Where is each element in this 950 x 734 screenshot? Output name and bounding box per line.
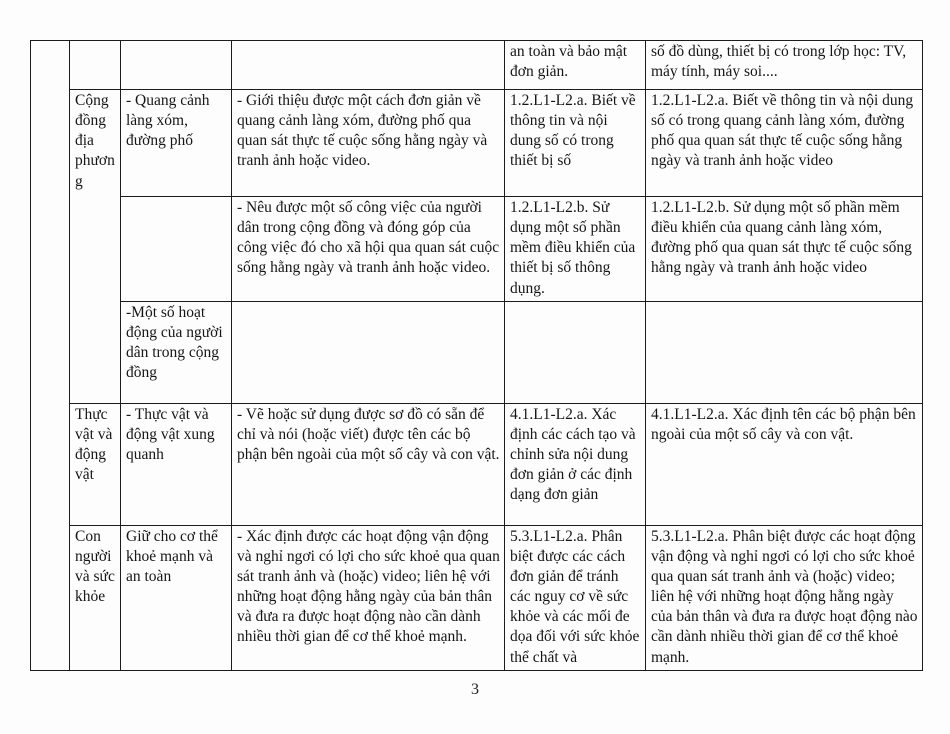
- cell-competency-detail: 4.1.L1-L2.a. Xác định tên các bộ phận bên ngoài của một số cây và con vật.: [646, 403, 923, 525]
- curriculum-table: [30, 40, 923, 671]
- cell-competency-code: 5.3.L1-L2.a. Phân biệt được các cách đơn giản để tránh các nguy cơ về sức khỏe và các mối đe dọa đối với sức khỏe thể chất và: [505, 525, 646, 670]
- cell-description-empty: [232, 41, 505, 90]
- table-row: [31, 41, 923, 90]
- cell-topic-empty: [70, 41, 121, 90]
- cell-competency-code-empty: [505, 301, 646, 403]
- table-row: [31, 301, 923, 403]
- table-row: [31, 197, 923, 302]
- cell-description: - Nêu được một số công việc của người dân trong cộng đồng và đóng góp của công việc đó cho xã hội qua quan sát cuộc sống hằng ngày và tranh ảnh hoặc video.: [232, 197, 505, 302]
- cell-description-empty: [232, 301, 505, 403]
- cell-competency-code: 4.1.L1-L2.a. Xác định các cách tạo và chỉnh sửa nội dung đơn giản ở các định dạng đơn giản: [505, 403, 646, 525]
- cell-topic: Con người và sức khỏe: [70, 525, 121, 670]
- table-row: [31, 90, 923, 197]
- cell-subtopic: Giữ cho cơ thể khoẻ mạnh và an toàn: [121, 525, 232, 670]
- cell-competency-detail: số đồ dùng, thiết bị có trong lớp học: TV, máy tính, máy soi....: [646, 41, 923, 90]
- cell-competency-detail-empty: [646, 301, 923, 403]
- cell-competency-detail: 1.2.L1-L2.b. Sử dụng một số phần mềm điều khiển của quang cảnh làng xóm, đường phố qua quan sát thực tế cuộc sống hằng ngày và tranh ảnh hoặc video: [646, 197, 923, 302]
- cell-competency-code: 1.2.L1-L2.b. Sử dụng một số phần mềm điều khiển của thiết bị số thông dụng.: [505, 197, 646, 302]
- cell-subtopic: - Thực vật và động vật xung quanh: [121, 403, 232, 525]
- cell-competency-detail: 5.3.L1-L2.a. Phân biệt được các hoạt động vận động và nghỉ ngơi có lợi cho sức khoẻ qua quan sát tranh ảnh và (hoặc) video; liên hệ với những hoạt động hằng ngày của bản thân và đưa ra được hoạt động nào cần dành nhiều thời gian để cơ thể khoẻ mạnh.: [646, 525, 923, 670]
- cell-subtopic-empty: [121, 197, 232, 302]
- table-row: [31, 403, 923, 525]
- table-row: [31, 525, 923, 670]
- page-number: 3: [471, 681, 479, 698]
- cell-description: - Vẽ hoặc sử dụng được sơ đồ có sẵn để chỉ và nói (hoặc viết) được tên các bộ phận bên ngoài của một số cây và con vật.: [232, 403, 505, 525]
- cell-subtopic-empty: [121, 41, 232, 90]
- cell-description: - Xác định được các hoạt động vận động và nghỉ ngơi có lợi cho sức khoẻ qua quan sát tranh ảnh và (hoặc) video; liên hệ với những hoạt động hằng ngày của bản thân và đưa ra được hoạt động nào cần dành nhiều thời gian để cơ thể khoẻ mạnh.: [232, 525, 505, 670]
- cell-subtopic: -Một số hoạt động của người dân trong cộng đồng: [121, 301, 232, 403]
- cell-description: - Giới thiệu được một cách đơn giản về quang cảnh làng xóm, đường phố qua quan sát thực tế cuộc sống hằng ngày và tranh ảnh hoặc video.: [232, 90, 505, 197]
- cell-subtopic: - Quang cảnh làng xóm, đường phố: [121, 90, 232, 197]
- cell-topic: Cộng đồng địa phương: [70, 90, 121, 404]
- cell-competency-code: an toàn và bảo mật đơn giản.: [505, 41, 646, 90]
- cell-topic: Thực vật và động vật: [70, 403, 121, 525]
- cell-competency-detail: 1.2.L1-L2.a. Biết về thông tin và nội dung số có trong quang cảnh làng xóm, đường phố qua quan sát thực tế cuộc sống hằng ngày và tranh ảnh hoặc video: [646, 90, 923, 197]
- cell-competency-code: 1.2.L1-L2.a. Biết về thông tin và nội dung số có trong thiết bị số: [505, 90, 646, 197]
- cell-left-margin: [31, 41, 70, 671]
